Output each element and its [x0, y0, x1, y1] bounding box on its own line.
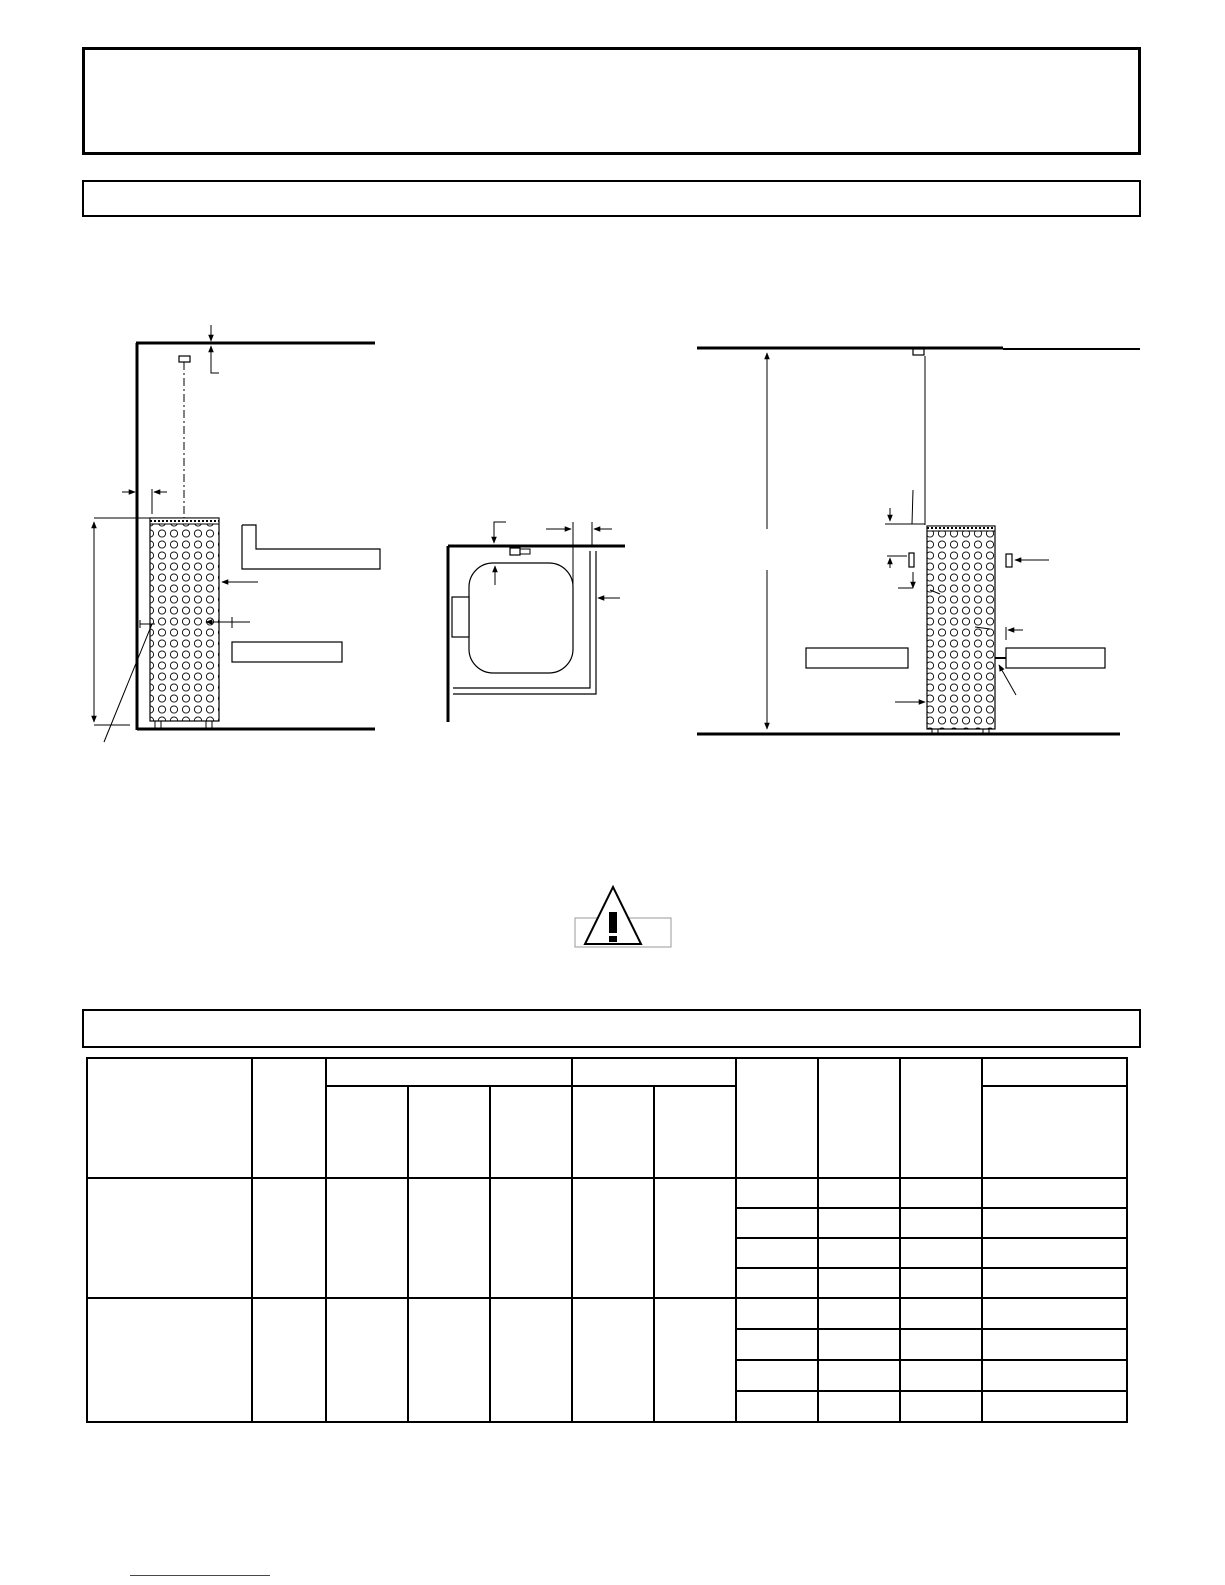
table-cell — [490, 1178, 572, 1298]
section-heading-bar-2 — [82, 1009, 1141, 1048]
side-elevation-view — [94, 325, 380, 742]
table-cell — [326, 1178, 408, 1298]
table-cell — [982, 1268, 1127, 1298]
table-cell — [982, 1329, 1127, 1360]
table-cell — [982, 1178, 1127, 1208]
table-cell — [900, 1391, 982, 1422]
bench — [242, 525, 380, 569]
spec-table — [86, 1057, 1128, 1423]
table-cell — [87, 1298, 252, 1422]
table-cell — [982, 1391, 1127, 1422]
heater-cabinet — [150, 518, 219, 721]
header-cell — [736, 1058, 818, 1178]
table-cell — [818, 1208, 900, 1238]
table-cell — [654, 1178, 736, 1298]
table-cell — [900, 1298, 982, 1329]
table-cell — [900, 1238, 982, 1268]
table-cell — [900, 1360, 982, 1391]
warning-icon — [575, 887, 671, 947]
table-cell — [87, 1178, 252, 1298]
header-cell — [572, 1058, 736, 1086]
header-cell — [900, 1058, 982, 1178]
table-cell — [900, 1268, 982, 1298]
table-cell — [818, 1298, 900, 1329]
table-cell — [818, 1238, 900, 1268]
table-cell — [408, 1178, 490, 1298]
header-cell — [982, 1058, 1127, 1086]
table-cell — [736, 1329, 818, 1360]
table-cell — [490, 1298, 572, 1422]
table-header-row — [87, 1058, 1127, 1086]
table-cell — [900, 1329, 982, 1360]
table-cell — [572, 1178, 654, 1298]
callout-box — [232, 642, 342, 662]
header-cell — [490, 1086, 572, 1178]
footer-link[interactable] — [130, 1575, 270, 1576]
table-cell — [818, 1360, 900, 1391]
table-cell — [982, 1208, 1127, 1238]
header-cell — [326, 1086, 408, 1178]
table-cell — [818, 1178, 900, 1208]
table-cell — [818, 1268, 900, 1298]
header-cell — [408, 1086, 490, 1178]
table-cell — [736, 1391, 818, 1422]
table-cell — [654, 1298, 736, 1422]
plan-view — [448, 522, 625, 722]
table-cell — [326, 1298, 408, 1422]
table-cell — [818, 1329, 900, 1360]
table-cell — [408, 1298, 490, 1422]
callout-box-left — [806, 648, 908, 668]
heater-cabinet-front — [927, 526, 995, 729]
header-cell — [87, 1058, 252, 1178]
table-cell — [900, 1208, 982, 1238]
table-cell — [736, 1178, 818, 1208]
table-cell — [736, 1360, 818, 1391]
table-cell — [900, 1178, 982, 1208]
header-cell — [982, 1086, 1127, 1178]
table-cell — [252, 1178, 326, 1298]
table-row — [87, 1298, 1127, 1329]
table-cell — [736, 1208, 818, 1238]
table-cell — [572, 1298, 654, 1422]
header-cell — [252, 1058, 326, 1178]
table-cell — [982, 1238, 1127, 1268]
table-cell — [982, 1298, 1127, 1329]
heater-plan-outline — [469, 563, 573, 673]
table-cell — [818, 1391, 900, 1422]
table-cell — [736, 1298, 818, 1329]
front-elevation-view — [697, 348, 1140, 735]
header-cell — [654, 1086, 736, 1178]
callout-box-right — [1006, 648, 1105, 668]
header-cell — [326, 1058, 572, 1086]
exclamation-icon — [609, 912, 617, 933]
header-cell — [572, 1086, 654, 1178]
header-cell — [818, 1058, 900, 1178]
detector-box — [179, 356, 190, 362]
table-row — [87, 1178, 1127, 1208]
table-cell — [982, 1360, 1127, 1391]
table-cell — [252, 1298, 326, 1422]
table-cell — [736, 1268, 818, 1298]
table-cell — [736, 1238, 818, 1268]
